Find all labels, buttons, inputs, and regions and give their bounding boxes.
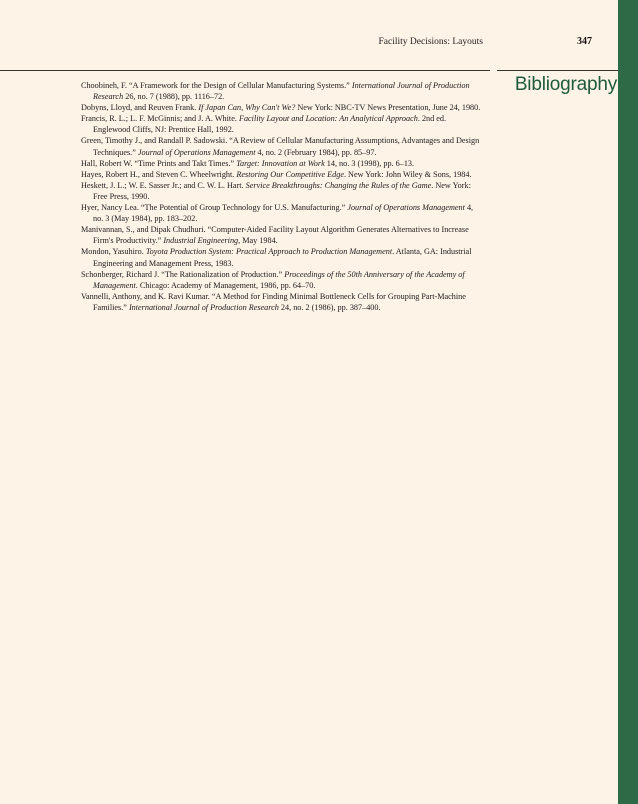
entry-text: Hall, Robert W. “Time Prints and Takt Times.” xyxy=(81,158,237,168)
bibliography-entry xyxy=(81,135,481,157)
entry-text: Green, Timothy J., and Randall P. Sadowski. “A Review of Cellular Manufacturing Assumptions, Advantages and Design Techniques.” xyxy=(81,136,480,157)
bibliography-entry xyxy=(81,202,481,224)
entry-details: 26, no. 7 (1988), pp. 1116–72. xyxy=(123,92,225,102)
page-number: 347 xyxy=(577,36,592,47)
bibliography-entry xyxy=(81,246,481,268)
bibliography-entry xyxy=(81,180,481,202)
bibliography-entry xyxy=(81,291,481,313)
bibliography-entry xyxy=(81,158,481,169)
entry-source-title: Target: Innovation at Work xyxy=(236,158,325,168)
entry-source-title: Proceedings of the 50th Anniversary of the Academy of Management xyxy=(93,269,465,290)
entry-text: Heskett, J. L.; W. E. Sasser Jr.; and C. W. L. Hart. xyxy=(81,180,246,190)
entry-text: Dobyns, Lloyd, and Reuven Frank. xyxy=(81,103,199,113)
entry-source-title: International Journal of Production Research xyxy=(93,81,470,102)
entry-text: Manivannan, S., and Dipak Chudhuri. “Computer-Aided Facility Layout Algorithm Generates Alternatives to Increase Firm's Productivity.” xyxy=(81,225,469,246)
bibliography-list xyxy=(81,80,481,313)
entry-text: Vannelli, Anthony, and K. Ravi Kumar. “A Method for Finding Minimal Bottleneck Cells for Grouping Part-Machine Families.” xyxy=(81,291,466,312)
bibliography-entry xyxy=(81,113,481,135)
entry-details: . 2nd ed. Englewood Cliffs, NJ: Prentice Hall, 1992. xyxy=(93,114,447,135)
entry-source-title: Facility Layout and Location: An Analytical Approach xyxy=(238,114,418,124)
section-label-rule xyxy=(497,70,618,71)
entry-details: 4, no. 2 (February 1984), pp. 85–97. xyxy=(255,147,377,157)
entry-details: 24, no. 2 (1986), pp. 387–400. xyxy=(278,302,381,312)
entry-details: New York: NBC-TV News Presentation, June 24, 1980. xyxy=(295,103,481,113)
entry-details: May 1984. xyxy=(240,236,278,246)
page-edge-accent-bar xyxy=(618,0,638,804)
entry-details: 14, no. 3 (1998), pp. 6–13. xyxy=(324,158,415,168)
entry-source-title: Toyota Production System: Practical Approach to Production Management xyxy=(145,247,393,257)
entry-source-title: Restoring Our Competitive Edge xyxy=(236,169,344,179)
entry-source-title: International Journal of Production Research xyxy=(128,302,279,312)
bibliography-entry xyxy=(81,102,481,113)
bibliography-entry xyxy=(81,269,481,291)
entry-text: Hayes, Robert H., and Steven C. Wheelwright. xyxy=(81,169,237,179)
entry-source-title: Industrial Engineering, xyxy=(163,236,241,246)
entry-details: . New York: John Wiley & Sons, 1984. xyxy=(343,169,472,179)
entry-details: . New York: Free Press, 1990. xyxy=(93,180,471,201)
entry-details: . Atlanta, GA: Industrial Engineering and Management Press, 1983. xyxy=(93,247,472,268)
bibliography-entry xyxy=(81,80,481,102)
bibliography-entry xyxy=(81,169,481,180)
entry-text: Choobineh, F. “A Framework for the Design of Cellular Manufacturing Systems.” xyxy=(81,81,352,90)
entry-text: Mondon, Yasuhiro. xyxy=(81,247,146,257)
entry-details: . Chicago: Academy of Management, 1986, pp. 64–70. xyxy=(135,280,316,290)
header-rule xyxy=(0,70,490,71)
entry-source-title: Journal of Operations Management xyxy=(137,147,256,157)
entry-source-title: If Japan Can, Why Can't We? xyxy=(198,103,296,113)
entry-text: Schonberger, Richard J. “The Rationalization of Production.” xyxy=(81,269,285,279)
section-label: Bibliography xyxy=(514,74,617,95)
entry-source-title: Journal of Operations Management xyxy=(347,203,465,213)
bibliography-entry xyxy=(81,224,481,246)
entry-text: Francis, R. L.; L. F. McGinnis; and J. A. White. xyxy=(81,114,239,124)
entry-details: 4, no. 3 (May 1984), pp. 183–202. xyxy=(93,203,474,224)
entry-text: Hyer, Nancy Lea. “The Potential of Group Technology for U.S. Manufacturing.” xyxy=(81,203,348,213)
running-head: Facility Decisions: Layouts xyxy=(378,37,483,47)
entry-source-title: Service Breakthroughs: Changing the Rules of the Game xyxy=(245,180,432,190)
